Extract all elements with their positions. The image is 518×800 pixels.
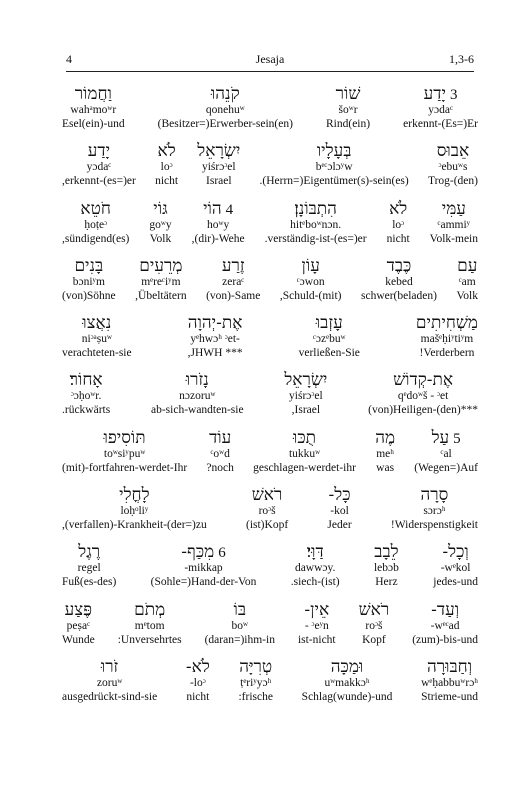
verse-number: 4 [225,201,234,218]
interlinear-line [62,84,478,141]
transliteration: loᵓ [160,161,173,174]
hebrew-line [209,428,231,448]
interlinear-text [62,84,478,714]
transliteration: bᵉᶜɔlɔʸw [315,161,353,174]
hebrew-word: מְרֵעִים [139,255,183,276]
word-entry [118,600,182,647]
word-entry [151,542,257,589]
interlinear-line [62,428,478,485]
word-entry [151,370,244,417]
german-gloss: (Sohle=)Hand-der-Von [150,576,257,589]
word-entry [284,370,327,417]
word-entry [62,485,207,532]
hebrew-line [70,370,103,390]
hebrew-word: אֶת-קְדוֹשׁ [393,370,454,391]
hebrew-line [359,600,390,620]
german-gloss: verließen-Sie [298,347,360,360]
word-entry [62,313,132,360]
hebrew-line [329,485,351,505]
german-gloss: .(Herrn=)Eigentümer(s)-sein(es) [259,175,409,188]
hebrew-word: קֹנֵהוּ [210,84,240,104]
transliteration: ᵓebuʷs [438,161,468,174]
german-gloss: ,(dir)-Wehe [191,232,245,245]
transliteration: qᵉdoʷš - ᵓet [397,390,449,403]
transliteration: qonehuʷ [205,104,245,116]
word-entry [192,199,245,246]
word-entry [197,141,240,188]
transliteration: ᶜammiʸ [437,218,471,231]
transliteration: šoʷr [338,104,358,116]
transliteration: -wᵉᶜad [430,619,460,632]
hebrew-word: נִאֲצוּ [82,313,112,334]
word-entry [414,428,478,475]
hebrew-line [222,256,245,276]
word-entry [206,428,233,475]
hebrew-line [74,256,103,276]
word-entry [326,84,370,131]
german-gloss: ,erkennt-(es=)er [62,175,136,188]
german-gloss: Wunde [62,633,95,646]
german-gloss: ab-sich-wandten-sie [150,404,244,417]
transliteration: sɔrɔʰ [423,505,446,518]
transliteration: yᵉhwɔʰ ᵓet- [190,333,240,346]
page-number: 4 [66,52,72,66]
transliteration: ᶜɔwon [296,275,325,288]
word-entry [260,141,409,188]
german-gloss: Herz [375,576,398,589]
hebrew-line [119,485,149,505]
hebrew-word: לֵבָב [374,542,399,563]
hebrew-line [416,313,478,333]
german-gloss: nicht [386,232,410,245]
hebrew-line [437,141,469,161]
hebrew-word: סָרָה [420,485,449,506]
german-gloss: :Unversehrtes [117,633,182,646]
transliteration: roᵓš [258,505,276,518]
word-entry [62,428,187,475]
hebrew-line [442,199,466,219]
hebrew-word: מֶה [375,427,396,448]
hebrew-word: בָּנִים [74,255,104,276]
hebrew-word: וּמַכָּה [330,656,364,677]
transliteration: meʰ [376,447,394,460]
hebrew-line [88,141,110,161]
header-rule [66,71,474,72]
word-entry [456,256,478,303]
transliteration: loᵓ [392,218,405,231]
transliteration: peṣaᶜ [66,619,91,632]
word-entry [302,657,393,704]
german-gloss: (Besitzer=)Erwerber-sein(en) [157,118,293,130]
hebrew-line [153,199,167,219]
hebrew-word: לֹא- [185,656,210,677]
hebrew-line [211,84,240,104]
german-gloss: nicht [186,690,210,703]
word-entry [186,657,210,704]
german-gloss: nicht [155,175,179,188]
word-entry [361,256,437,303]
word-entry [62,657,157,704]
hebrew-line [188,313,243,333]
word-entry [206,256,260,303]
hebrew-word: כֶּבֶד [386,255,412,276]
german-gloss: schwer(beladen) [360,289,437,302]
hebrew-word: גּוֹי [153,198,168,219]
transliteration: -wᵉkol [440,562,471,575]
word-entry [62,542,116,589]
chapter-verse-reference: 1,3-6 [449,52,474,66]
german-gloss: (von)Söhne [62,289,116,302]
hebrew-word: וְעַד- [431,599,460,620]
transliteration: goʷy [149,218,172,231]
transliteration: hoʷy [207,218,230,231]
hebrew-line [186,657,210,677]
word-entry [253,428,356,475]
hebrew-line [82,313,111,333]
hebrew-line [203,199,233,219]
hebrew-word: חֹטֵא [80,198,111,219]
word-entry [62,199,129,246]
word-entry [238,657,272,704]
german-gloss: (Wegen=)Auf [414,461,478,474]
interlinear-line [62,485,478,542]
german-gloss: (zum)-bis-und [412,633,478,646]
hebrew-word: וְחַבּוּרָה [426,656,473,677]
word-entry [299,313,360,360]
word-entry [416,313,478,360]
word-entry [433,542,478,589]
german-gloss: Volk-mein [429,232,478,245]
transliteration: zeraᶜ [222,275,245,288]
word-entry [62,141,136,188]
word-entry [403,84,478,131]
german-gloss: ist-nicht [297,633,336,646]
transliteration: toʷsiʸpuʷ [103,447,146,460]
hebrew-word: לָחֳלִי [119,485,150,506]
transliteration: mᵉtom [134,619,165,632]
hebrew-word: וְכָל- [442,542,469,563]
hebrew-line [393,370,453,390]
transliteration: -mikkap [184,562,223,575]
german-gloss: :frische [238,690,273,703]
hebrew-word: שׁוֹר [335,84,361,104]
hebrew-word: תּוֹסִיפוּ [103,427,146,448]
german-gloss: Israel [206,175,232,188]
transliteration: zoruʷ [96,676,123,689]
word-entry [188,313,243,360]
transliteration: bɔniʸm [72,275,105,288]
hebrew-word: יָדַע [87,141,111,162]
hebrew-line [457,256,477,276]
word-entry [205,600,275,647]
hebrew-line [389,199,407,219]
german-gloss: Esel(ein)-und [62,118,125,130]
hebrew-line [336,84,361,104]
hebrew-line [234,600,247,620]
hebrew-word: עַם [457,255,478,276]
transliteration: loḥᵒliʸ [120,505,149,518]
hebrew-line [375,428,395,448]
german-gloss: (von)-Same [206,289,261,302]
hebrew-word: נָזֹרוּ [185,370,209,391]
hebrew-word: מִכַּף- [181,542,215,563]
hebrew-word: בּוֹ [233,599,247,620]
transliteration: mᵉreᶜiʸm [141,275,181,288]
hebrew-line [134,600,165,620]
hebrew-line [387,256,412,276]
hebrew-line [431,600,459,620]
book-title: Jesaja [255,52,285,66]
hebrew-line [442,542,468,562]
transliteration: wᵉḥabbuʷrɔʰ [421,676,478,689]
transliteration: yiśrɔᵓel [289,390,323,403]
hebrew-word: רֹאשׁ [251,485,283,506]
transliteration: mašᵉḥiʸtiʸm [420,333,474,346]
transliteration: -kol [330,505,349,518]
transliteration: yɔdaᶜ [428,104,453,116]
transliteration: lebɔb [373,562,399,575]
word-entry [327,485,351,532]
german-gloss: geschlagen-werdet-ihr [253,461,356,474]
german-gloss: was [376,461,395,474]
german-gloss: .verständig-ist-(es=)er [264,232,367,245]
hebrew-word: זֹרוּ [100,656,119,677]
german-gloss: Rind(ein) [326,118,371,130]
interlinear-line [62,600,478,657]
german-gloss: ,(verfallen)-Krankheit-(der=)zu [62,519,207,532]
hebrew-line [317,141,352,161]
word-entry [280,256,342,303]
hebrew-word: לֹא [157,141,176,162]
transliteration: kebed [385,275,413,288]
transliteration: hitᵉboʷnɔn. [290,218,342,231]
hebrew-line [78,542,100,562]
hebrew-line [181,542,225,562]
hebrew-line [65,600,92,620]
hebrew-word: הוֹי [203,198,222,219]
hebrew-line [374,542,398,562]
hebrew-word: זֶרַע [221,255,245,276]
hebrew-word: פֶּצַע [64,599,93,620]
word-entry [246,485,288,532]
word-entry [421,657,478,704]
word-entry [62,84,125,131]
interlinear-line [62,313,478,370]
german-gloss: (ist)Kopf [245,519,289,532]
transliteration: uʷmakkɔʰ [324,676,370,689]
german-gloss: (daran=)ihm-in [204,633,275,646]
hebrew-word: וַחֲמוֹר [74,84,112,104]
word-entry [149,199,171,246]
word-entry [291,542,340,589]
hebrew-line [331,657,364,677]
hebrew-word: עוֹד [209,427,232,448]
transliteration: yiśrɔᵓel [201,161,236,174]
word-entry [359,600,390,647]
hebrew-line [197,141,240,161]
verse-number: 5 [453,430,461,447]
interlinear-line [62,370,478,427]
hebrew-word: אֶת-יְהוָה [187,313,243,334]
hebrew-word: אָחוֹר׃ [69,370,103,391]
hebrew-word: עַל [431,427,450,448]
verse-number: 6 [218,545,226,562]
german-gloss: ?noch [206,461,234,474]
hebrew-word: הִתְבּוֹנָן׃ [294,198,337,219]
transliteration: ᶜal [440,447,452,460]
word-entry [391,485,478,532]
hebrew-word: אֵין- [304,599,330,620]
hebrew-word: יִשְׂרָאֵל [284,370,328,391]
hebrew-line [239,657,272,677]
german-gloss: Fuß(es-des) [62,576,117,589]
hebrew-line [316,313,343,333]
word-entry [62,256,116,303]
interlinear-line [62,256,478,313]
hebrew-line [293,428,316,448]
hebrew-word: עָזְבוּ [315,313,343,334]
word-entry [374,542,399,589]
hebrew-word: עַמִּי [441,198,466,219]
hebrew-word: יִשְׂרָאֵל [197,141,241,162]
german-gloss: ,sündigend(es) [62,232,130,245]
word-entry [298,600,336,647]
hebrew-line [432,428,461,448]
interlinear-line [62,542,478,599]
hebrew-word: אֵבוּס [436,141,470,162]
transliteration: - ᵓeʸn [304,619,329,632]
hebrew-line [186,370,209,390]
word-entry [368,370,478,417]
hebrew-line [284,370,327,390]
transliteration: yɔdaᶜ [86,161,112,174]
german-gloss: !Widerspenstigkeit [390,519,478,532]
german-gloss: ,Schuld-(mit) [279,289,342,302]
word-entry [412,600,478,647]
german-gloss: erkennt-(Es=)Er [403,118,478,130]
german-gloss: Jeder [327,519,352,532]
hebrew-line [158,141,176,161]
interlinear-line [62,657,478,714]
german-gloss: Trog-(den) [427,175,478,188]
transliteration: ᶜam [458,275,476,288]
hebrew-line [294,199,337,219]
hebrew-word: יָדַע [423,84,446,104]
hebrew-line [427,657,472,677]
hebrew-word: בְּעָלָיו [316,141,352,162]
hebrew-word: מְתֹם [134,599,166,620]
interlinear-line [62,199,478,256]
hebrew-line [421,485,449,505]
hebrew-line [252,485,283,505]
word-entry [375,428,395,475]
hebrew-word: לֹא [389,198,408,219]
transliteration: roᵓš [365,619,383,632]
hebrew-word: רֶגֶל [78,542,101,563]
german-gloss: ,Übeltätern [135,289,187,302]
word-entry [62,370,110,417]
hebrew-line [139,256,182,276]
transliteration: boʷ [231,619,248,632]
transliteration: wahᵃmoʷr [70,104,117,116]
german-gloss: .rückwärts [62,404,111,417]
transliteration: ḥoṭeᵓ [84,218,108,231]
hebrew-word: תֻכּוּ [293,427,317,448]
german-gloss: ausgedrückt-sind-sie [62,690,158,703]
hebrew-line [424,84,458,104]
german-gloss: Volk [456,289,478,302]
hebrew-word: רֹאשׁ [358,599,390,620]
transliteration: ᶜoʷd [210,447,230,460]
word-entry [428,141,478,188]
german-gloss: Kopf [362,633,386,646]
hebrew-word: כָּל- [328,485,351,506]
word-entry [158,84,293,131]
hebrew-line [80,199,111,219]
transliteration: ṭᵉriʸyɔʰ [240,676,272,689]
hebrew-line [101,657,118,677]
hebrew-word: עָוֹן [301,255,320,276]
hebrew-line [104,428,146,448]
german-gloss: Strieme-und [421,690,478,703]
german-gloss: ,Israel [291,404,321,417]
hebrew-word: מַשְׁחִיתִים [415,313,478,334]
word-entry [265,199,367,246]
transliteration: tukkuʷ [288,447,321,460]
transliteration: regel [77,562,101,575]
transliteration: dawwɔy. [294,562,336,575]
page-header [66,52,474,68]
hebrew-word: דַּוָּי׃ [306,542,324,563]
hebrew-line [304,600,329,620]
transliteration: -loᵓ [189,676,206,689]
word-entry [430,199,478,246]
german-gloss: jedes-und [433,576,478,589]
transliteration: ᵓɔḥoʷr. [70,390,102,403]
german-gloss: verachteten-sie [62,347,132,360]
hebrew-word: טְרִיָּה [239,656,273,677]
hebrew-line [307,542,324,562]
german-gloss: (von)Heiligen-(den)*** [368,404,478,417]
transliteration: niᵓᵃṣuʷ [81,333,112,346]
german-gloss: Schlag(wunde)-und [301,690,393,703]
german-gloss: !Verderbern [419,347,475,360]
interlinear-line [62,141,478,198]
word-entry [387,199,410,246]
hebrew-line [302,256,320,276]
verse-number: 3 [449,87,458,103]
german-gloss: ,JHWH *** [187,347,243,360]
word-entry [155,141,178,188]
german-gloss: Volk [149,232,172,245]
german-gloss: (mit)-fortfahren-werdet-Ihr [62,461,188,474]
transliteration: nɔzoruʷ [179,390,216,403]
german-gloss: .siech-(ist) [290,576,340,589]
word-entry [135,256,186,303]
word-entry [62,600,95,647]
transliteration: ᶜɔzᵉbuʷ [312,333,346,346]
hebrew-line [75,84,112,104]
